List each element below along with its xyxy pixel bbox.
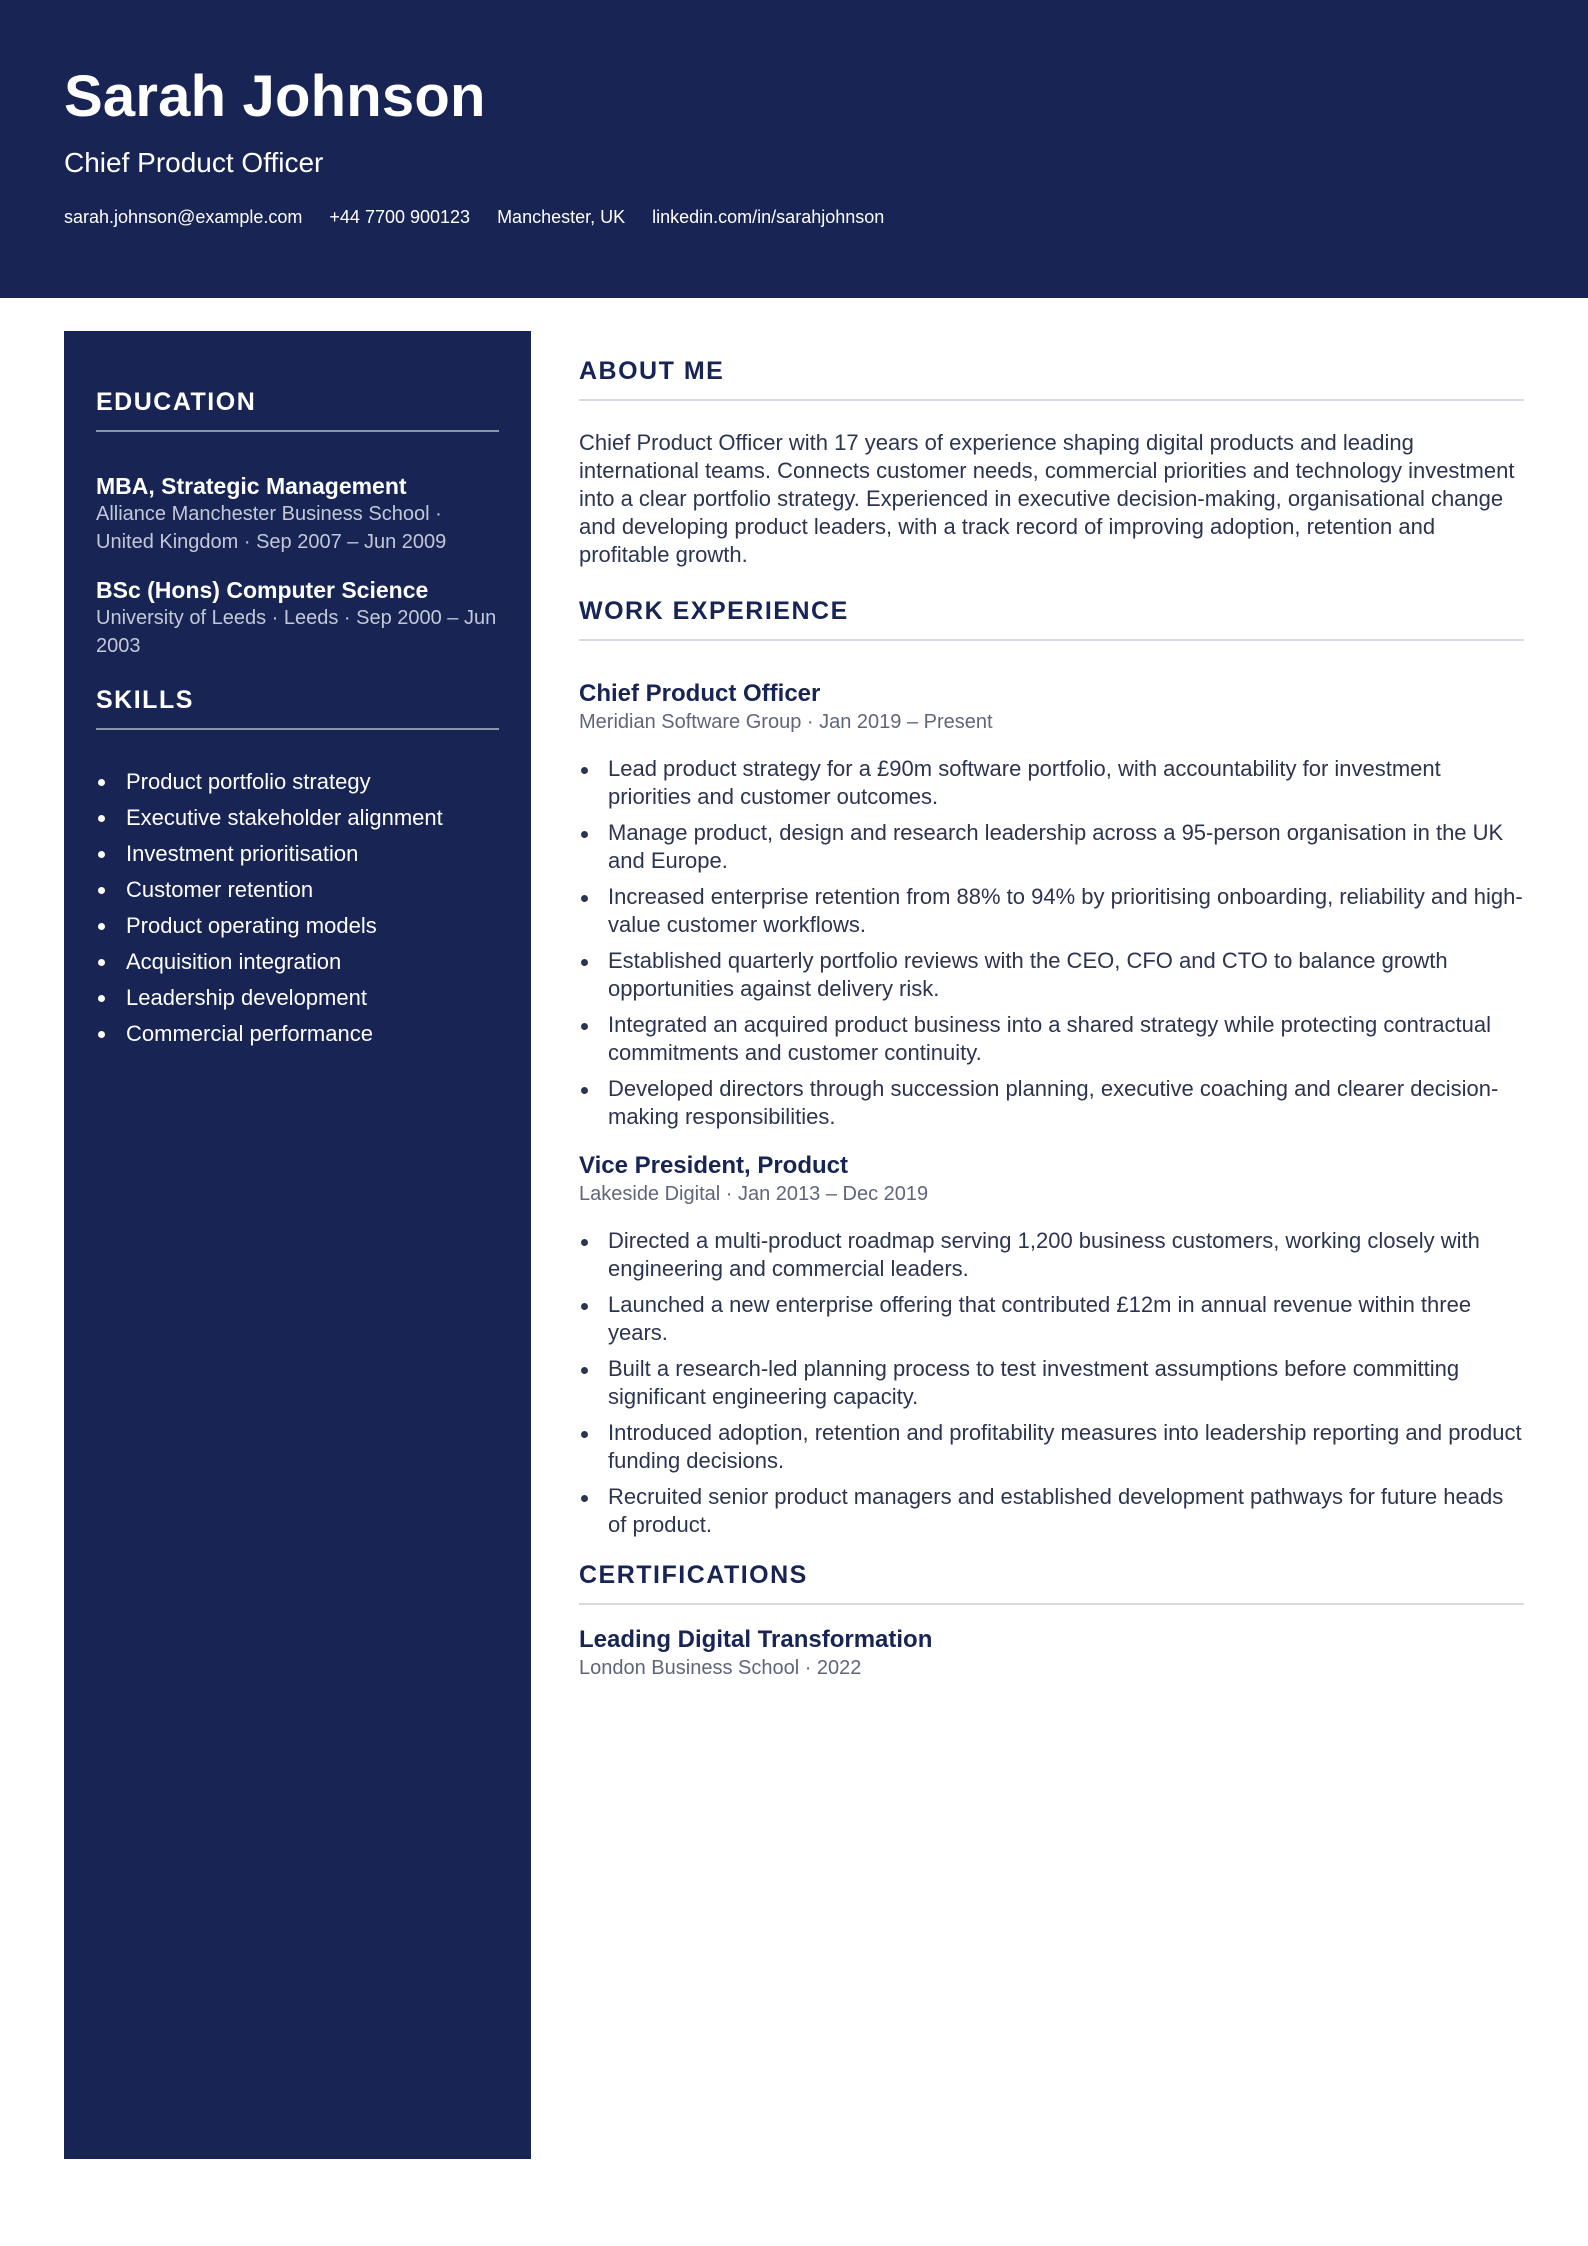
certification-name: Leading Digital Transformation xyxy=(579,1626,933,1653)
job-meta: Meridian Software Group · Jan 2019 – Present xyxy=(579,711,993,733)
education-item xyxy=(96,472,499,556)
skill-item: Investment prioritisation xyxy=(96,836,499,872)
skill-item: Commercial performance xyxy=(96,1016,499,1052)
certification-meta: London Business School · 2022 xyxy=(579,1657,862,1679)
job-meta: Lakeside Digital · Jan 2013 – Dec 2019 xyxy=(579,1183,929,1205)
contact-phone: +44 7700 900123 xyxy=(329,207,471,227)
job-bullet: Established quarterly portfolio reviews with the CEO, CFO and CTO to balance growth opportunities against delivery risk. xyxy=(579,947,1524,1003)
job-bullet: Launched a new enterprise offering that contributed £12m in annual revenue within three years. xyxy=(579,1291,1524,1347)
certification-entry xyxy=(579,1625,1524,1681)
contact-location: Manchester, UK xyxy=(497,207,626,227)
job-bullet: Developed directors through succession planning, executive coaching and clearer decision-making responsibilities. xyxy=(579,1075,1524,1131)
sidebar xyxy=(64,331,531,2159)
education-degree: BSc (Hons) Computer Science xyxy=(96,577,429,603)
candidate-title: Chief Product Officer xyxy=(64,147,324,178)
skill-item: Executive stakeholder alignment xyxy=(96,800,499,836)
job-bullet: Manage product, design and research leadership across a 95-person organisation in the UK and Europe. xyxy=(579,819,1524,875)
job-bullet: Lead product strategy for a £90m software portfolio, with accountability for investment priorities and customer outcomes. xyxy=(579,755,1524,811)
education-degree: MBA, Strategic Management xyxy=(96,473,407,499)
job-entry xyxy=(579,1151,1524,1539)
about-heading: ABOUT ME xyxy=(579,355,1524,401)
about-text: Chief Product Officer with 17 years of experience shaping digital products and leading international teams. Connects customer needs, commercial priorities and technology investment into a clear portfolio strategy. Experienced in executive decision-making, organisational change and developing product leaders, with a track record of improving adoption, retention and profitable growth. xyxy=(579,430,1515,567)
candidate-name: Sarah Johnson xyxy=(64,64,486,129)
skill-item: Product portfolio strategy xyxy=(96,764,499,800)
contact-email: sarah.johnson@example.com xyxy=(64,207,303,227)
skills-heading: SKILLS xyxy=(96,684,499,730)
job-bullet: Recruited senior product managers and established development pathways for future heads of product. xyxy=(579,1483,1524,1539)
job-title: Chief Product Officer xyxy=(579,680,821,707)
education-details: Alliance Manchester Business School · United Kingdom · Sep 2007 – Jun 2009 xyxy=(96,503,447,553)
job-bullets xyxy=(579,755,1524,1131)
job-title: Vice President, Product xyxy=(579,1152,848,1179)
job-bullet: Built a research-led planning process to test investment assumptions before committing significant engineering capacity. xyxy=(579,1355,1524,1411)
resume-header xyxy=(0,0,1588,298)
education-details: University of Leeds · Leeds · Sep 2000 – Jun 2003 xyxy=(96,607,497,657)
experience-heading: WORK EXPERIENCE xyxy=(579,595,1524,641)
job-bullet: Introduced adoption, retention and profitability measures into leadership reporting and product funding decisions. xyxy=(579,1419,1524,1475)
skills-list xyxy=(96,764,499,1052)
skill-item: Customer retention xyxy=(96,872,499,908)
job-bullet: Directed a multi-product roadmap serving 1,200 business customers, working closely with engineering and commercial leaders. xyxy=(579,1227,1524,1283)
skill-item: Leadership development xyxy=(96,980,499,1016)
certifications-heading: CERTIFICATIONS xyxy=(579,1559,1524,1605)
education-item xyxy=(96,576,499,660)
job-bullets xyxy=(579,1227,1524,1539)
job-entry xyxy=(579,679,1524,1131)
contact-linkedin: linkedin.com/in/sarahjohnson xyxy=(652,207,885,227)
skill-item: Acquisition integration xyxy=(96,944,499,980)
contact-row xyxy=(64,205,884,229)
job-bullet: Increased enterprise retention from 88% to 94% by prioritising onboarding, reliability and high-value customer workflows. xyxy=(579,883,1524,939)
main-content xyxy=(579,331,1524,1681)
skill-item: Product operating models xyxy=(96,908,499,944)
education-heading: EDUCATION xyxy=(96,386,499,432)
job-bullet: Integrated an acquired product business into a shared strategy while protecting contractual commitments and customer continuity. xyxy=(579,1011,1524,1067)
